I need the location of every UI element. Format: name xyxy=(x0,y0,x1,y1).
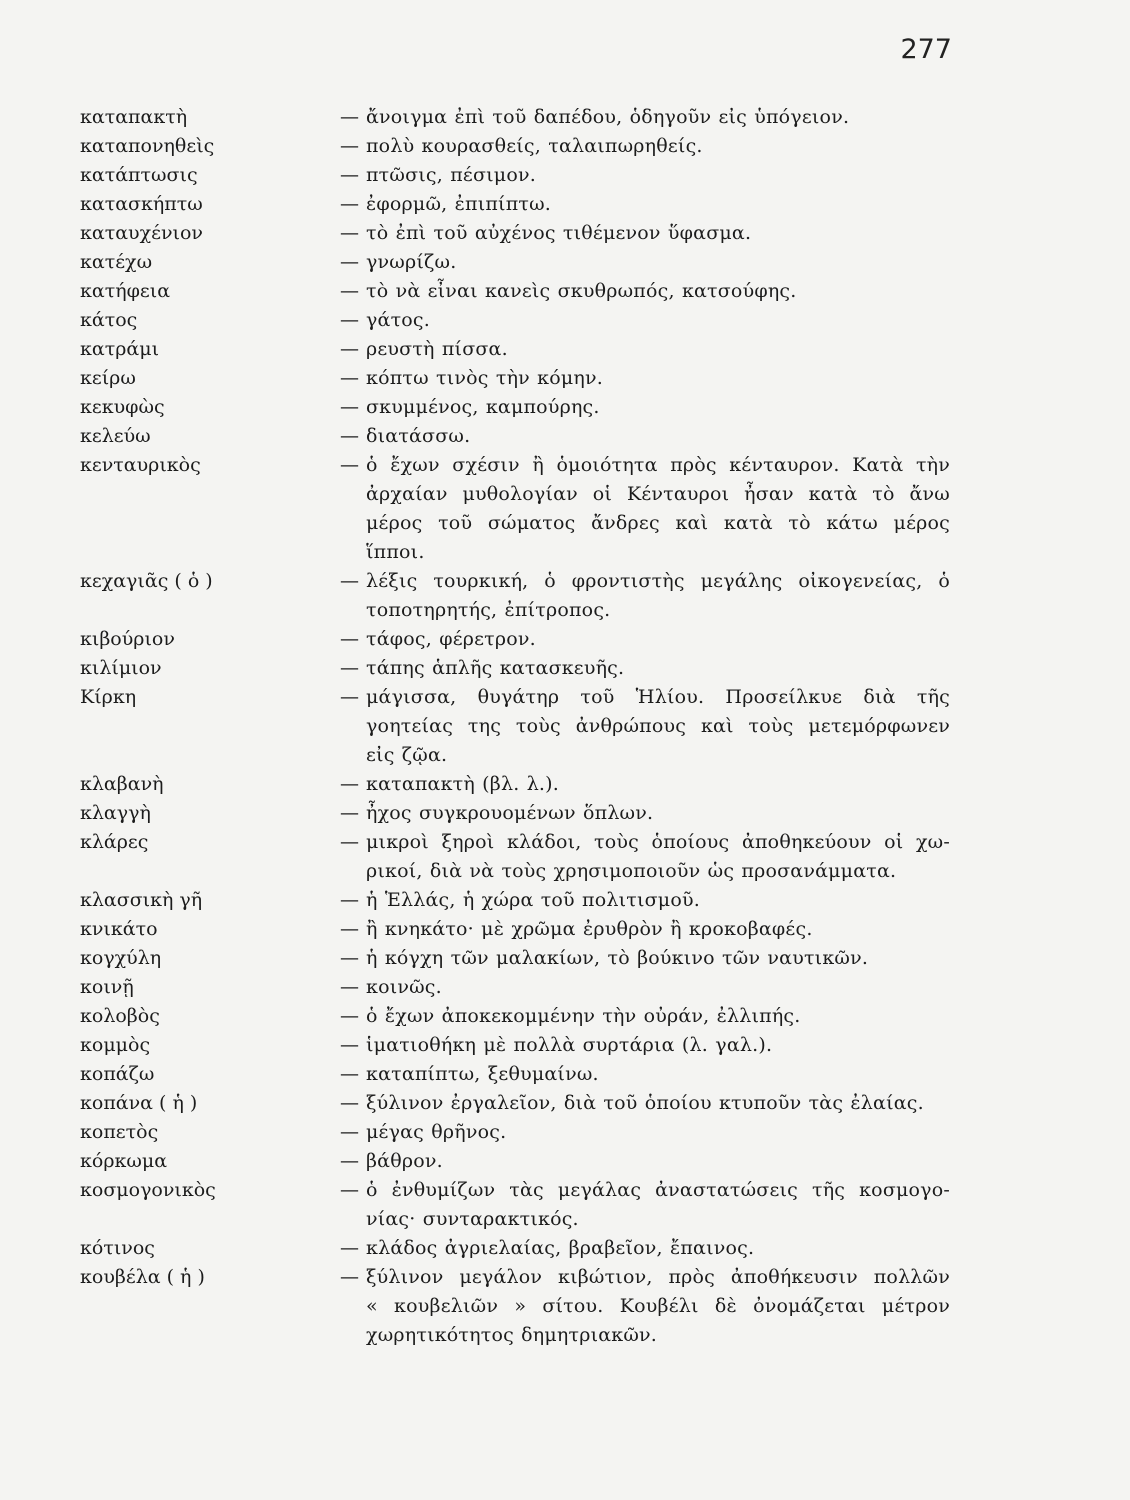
entry-dash: — xyxy=(340,570,359,592)
definition-line: διατάσσω. xyxy=(366,425,471,447)
entry-term: κουβέλα ( ἡ ) xyxy=(80,1266,205,1288)
glossary-entry xyxy=(0,1234,1130,1263)
definition-line: νίας· συνταρακτικός. xyxy=(366,1208,579,1230)
definition-line: ἀρχαίαν μυθολογίαν οἱ Κένταυροι ἦσαν κατὰ τὸ ἄνω xyxy=(366,483,950,505)
glossary-entry xyxy=(0,1031,1130,1060)
entry-definition xyxy=(366,1118,950,1147)
entry-term: κότινος xyxy=(80,1237,155,1259)
definition-line: μέγας θρῆνος. xyxy=(366,1121,507,1143)
entry-definition xyxy=(366,567,950,625)
definition-line: πολὺ κουρασθείς, ταλαιπωρηθείς. xyxy=(366,135,703,157)
definition-line: τοποτηρητής, ἐπίτροπος. xyxy=(366,599,611,621)
definition-line: καταπακτὴ (βλ. λ.). xyxy=(366,773,560,795)
entry-dash: — xyxy=(340,164,359,186)
entry-definition xyxy=(366,799,950,828)
entry-term: κλάρες xyxy=(80,831,149,853)
entry-dash: — xyxy=(340,193,359,215)
definition-line: ξύλινον μεγάλον κιβώτιον, πρὸς ἀποθήκευσιν πολλῶν xyxy=(366,1266,950,1288)
entry-definition xyxy=(366,219,950,248)
entry-term: κατάπτωσις xyxy=(80,164,198,186)
entry-dash: — xyxy=(340,280,359,302)
definition-line: κλάδος ἀγριελαίας, βραβεῖον, ἔπαινος. xyxy=(366,1237,755,1259)
entry-definition xyxy=(366,1060,950,1089)
definition-line: εἰς ζῷα. xyxy=(366,744,448,766)
glossary-entry xyxy=(0,451,1130,567)
glossary-entry xyxy=(0,1060,1130,1089)
entry-definition xyxy=(366,770,950,799)
entry-dash: — xyxy=(340,1063,359,1085)
entry-dash: — xyxy=(340,1092,359,1114)
definition-line: γάτος. xyxy=(366,309,431,331)
glossary-entry xyxy=(0,915,1130,944)
glossary-entry xyxy=(0,103,1130,132)
entry-dash: — xyxy=(340,338,359,360)
entry-definition xyxy=(366,451,950,567)
definition-line: γνωρίζω. xyxy=(366,251,457,273)
entry-definition xyxy=(366,1002,950,1031)
entry-definition xyxy=(366,1147,950,1176)
entry-term: Κίρκη xyxy=(80,686,137,708)
entry-definition xyxy=(366,1176,950,1234)
entry-dash: — xyxy=(340,367,359,389)
entry-term: κοινῇ xyxy=(80,976,134,998)
glossary-entry xyxy=(0,770,1130,799)
definition-line: ἡ Ἑλλάς, ἡ χώρα τοῦ πολιτισμοῦ. xyxy=(366,889,700,911)
entry-term: κατράμι xyxy=(80,338,160,360)
definition-line: ὁ ἔχων σχέσιν ἢ ὁμοιότητα πρὸς κένταυρον. Κατὰ τὴν xyxy=(366,454,950,476)
glossary-entry xyxy=(0,393,1130,422)
definition-line: ὁ ἔχων ἀποκεκομμένην τὴν οὐράν, ἐλλιπής. xyxy=(366,1005,801,1027)
definition-line: ἡ κόγχη τῶν μαλακίων, τὸ βούκινο τῶν ναυτικῶν. xyxy=(366,947,869,969)
entry-term: κοπετὸς xyxy=(80,1121,159,1143)
entry-dash: — xyxy=(340,251,359,273)
glossary-entry xyxy=(0,625,1130,654)
definition-line: χωρητικότητος δημητριακῶν. xyxy=(366,1324,658,1346)
entry-dash: — xyxy=(340,773,359,795)
definition-line: κοινῶς. xyxy=(366,976,442,998)
glossary-entry xyxy=(0,944,1130,973)
definition-line: γοητείας της τοὺς ἀνθρώπους καὶ τοὺς μετεμόρφωνεν xyxy=(366,715,950,737)
glossary-entry xyxy=(0,248,1130,277)
glossary-entry xyxy=(0,306,1130,335)
definition-line: ἄνοιγμα ἐπὶ τοῦ δαπέδου, ὁδηγοῦν εἰς ὑπόγειον. xyxy=(366,106,850,128)
definition-line: λέξις τουρκική, ὁ φροντιστὴς μεγάλης οἰκογενείας, ὁ xyxy=(366,570,950,592)
entry-term: κείρω xyxy=(80,367,136,389)
glossary-entry xyxy=(0,277,1130,306)
entry-definition xyxy=(366,1031,950,1060)
definition-line: πτῶσις, πέσιμον. xyxy=(366,164,536,186)
glossary-entry xyxy=(0,190,1130,219)
entry-term: κελεύω xyxy=(80,425,151,447)
entry-dash: — xyxy=(340,686,359,708)
glossary-entry xyxy=(0,1147,1130,1176)
entry-dash: — xyxy=(340,135,359,157)
entry-dash: — xyxy=(340,976,359,998)
entry-dash: — xyxy=(340,1266,359,1288)
entry-dash: — xyxy=(340,396,359,418)
entry-dash: — xyxy=(340,802,359,824)
definition-line: τὸ ἐπὶ τοῦ αὐχένος τιθέμενον ὕφασμα. xyxy=(366,222,752,244)
entry-dash: — xyxy=(340,628,359,650)
entry-dash: — xyxy=(340,1121,359,1143)
entry-dash: — xyxy=(340,106,359,128)
definition-line: ἢ κνηκάτο· μὲ χρῶμα ἐρυθρὸν ἢ κροκοβαφές. xyxy=(366,918,813,940)
entry-definition xyxy=(366,1263,950,1350)
entry-term: κνικάτο xyxy=(80,918,158,940)
page-number: 277 xyxy=(900,34,952,65)
entry-definition xyxy=(366,828,950,886)
glossary-entry xyxy=(0,132,1130,161)
entry-term: κογχύλη xyxy=(80,947,162,969)
entry-dash: — xyxy=(340,1237,359,1259)
glossary-entry xyxy=(0,161,1130,190)
entry-term: κεχαγιᾶς ( ὁ ) xyxy=(80,570,213,592)
definition-line: ἱματιοθήκη μὲ πολλὰ συρτάρια (λ. γαλ.). xyxy=(366,1034,773,1056)
entry-definition xyxy=(366,248,950,277)
entry-definition xyxy=(366,886,950,915)
entry-definition xyxy=(366,306,950,335)
entry-term: κολοβὸς xyxy=(80,1005,160,1027)
definition-line: κόπτω τινὸς τὴν κόμην. xyxy=(366,367,603,389)
entry-term: κομμὸς xyxy=(80,1034,151,1056)
entry-dash: — xyxy=(340,1005,359,1027)
entry-definition xyxy=(366,393,950,422)
definition-line: ὁ ἐνθυμίζων τὰς μεγάλας ἀναστατώσεις τῆς κοσμογο- xyxy=(366,1179,950,1201)
entry-term: κεκυφὼς xyxy=(80,396,165,418)
definition-line: τάφος, φέρετρον. xyxy=(366,628,536,650)
definition-line: σκυμμένος, καμπούρης. xyxy=(366,396,600,418)
entry-term: κοπάνα ( ἡ ) xyxy=(80,1092,198,1114)
glossary-entry xyxy=(0,335,1130,364)
entry-definition xyxy=(366,654,950,683)
definition-line: μικροὶ ξηροὶ κλάδοι, τοὺς ὁποίους ἀποθηκεύουν οἱ χω- xyxy=(366,831,950,853)
glossary-entry xyxy=(0,799,1130,828)
definition-line: ρευστὴ πίσσα. xyxy=(366,338,508,360)
definition-line: βάθρον. xyxy=(366,1150,443,1172)
entry-dash: — xyxy=(340,1179,359,1201)
entry-term: κόρκωμα xyxy=(80,1150,168,1172)
glossary-entry xyxy=(0,422,1130,451)
glossary-entry xyxy=(0,1002,1130,1031)
entry-definition xyxy=(366,103,950,132)
glossary-entry xyxy=(0,364,1130,393)
entry-definition xyxy=(366,915,950,944)
glossary-entry xyxy=(0,654,1130,683)
entry-term: κοσμογονικὸς xyxy=(80,1179,216,1201)
entry-definition xyxy=(366,132,950,161)
entry-term: κλαγγὴ xyxy=(80,802,151,824)
definition-line: καταπίπτω, ξεθυμαίνω. xyxy=(366,1063,599,1085)
entry-dash: — xyxy=(340,947,359,969)
entry-definition xyxy=(366,422,950,451)
entry-definition xyxy=(366,625,950,654)
entry-term: κοπάζω xyxy=(80,1063,155,1085)
glossary-entry xyxy=(0,973,1130,1002)
definition-line: ἵπποι. xyxy=(366,541,425,563)
entry-definition xyxy=(366,335,950,364)
glossary-entry xyxy=(0,828,1130,886)
definition-line: ρικοί, διὰ νὰ τοὺς χρησιμοποιοῦν ὡς προσανάμματα. xyxy=(366,860,897,882)
entry-definition xyxy=(366,683,950,770)
definition-line: τάπης ἁπλῆς κατασκευῆς. xyxy=(366,657,625,679)
entry-definition xyxy=(366,944,950,973)
glossary-entry xyxy=(0,219,1130,248)
glossary-list xyxy=(0,103,1130,1350)
entry-definition xyxy=(366,364,950,393)
entry-definition xyxy=(366,190,950,219)
entry-dash: — xyxy=(340,889,359,911)
entry-term: κιβούριον xyxy=(80,628,175,650)
definition-line: μέρος τοῦ σώματος ἄνδρες καὶ κατὰ τὸ κάτω μέρος xyxy=(366,512,950,534)
glossary-entry xyxy=(0,1176,1130,1234)
definition-line: ἐφορμῶ, ἐπιπίπτω. xyxy=(366,193,552,215)
glossary-entry xyxy=(0,1118,1130,1147)
entry-definition xyxy=(366,973,950,1002)
entry-term: καταπονηθεὶς xyxy=(80,135,215,157)
definition-line: τὸ νὰ εἶναι κανεὶς σκυθρωπός, κατσούφης. xyxy=(366,280,797,302)
entry-term: κενταυρικὸς xyxy=(80,454,201,476)
entry-term: κατέχω xyxy=(80,251,153,273)
glossary-entry xyxy=(0,886,1130,915)
definition-line: ξύλινον ἐργαλεῖον, διὰ τοῦ ὁποίου κτυποῦν τὰς ἐλαίας. xyxy=(366,1092,924,1114)
entry-term: κλαβανὴ xyxy=(80,773,164,795)
entry-term: καταπακτὴ xyxy=(80,106,188,128)
entry-dash: — xyxy=(340,1034,359,1056)
glossary-entry xyxy=(0,1263,1130,1350)
definition-line: « κουβελιῶν » σίτου. Κουβέλι δὲ ὀνομάζεται μέτρον xyxy=(366,1295,950,1317)
entry-dash: — xyxy=(340,454,359,476)
entry-term: κάτος xyxy=(80,309,138,331)
entry-dash: — xyxy=(340,1150,359,1172)
definition-line: μάγισσα, θυγάτηρ τοῦ Ἡλίου. Προσείλκυε διὰ τῆς xyxy=(366,686,950,708)
entry-dash: — xyxy=(340,425,359,447)
entry-term: καταυχένιον xyxy=(80,222,203,244)
glossary-entry xyxy=(0,683,1130,770)
definition-line: ἦχος συγκρουομένων ὅπλων. xyxy=(366,802,654,824)
glossary-entry xyxy=(0,1089,1130,1118)
entry-definition xyxy=(366,277,950,306)
entry-definition xyxy=(366,1234,950,1263)
entry-dash: — xyxy=(340,309,359,331)
entry-dash: — xyxy=(340,222,359,244)
glossary-entry xyxy=(0,567,1130,625)
entry-definition xyxy=(366,161,950,190)
entry-dash: — xyxy=(340,918,359,940)
entry-term: κιλίμιον xyxy=(80,657,162,679)
entry-definition xyxy=(366,1089,950,1118)
entry-term: κατήφεια xyxy=(80,280,171,302)
entry-term: κλασσικὴ γῆ xyxy=(80,889,203,911)
entry-dash: — xyxy=(340,657,359,679)
entry-term: κατασκήπτω xyxy=(80,193,203,215)
entry-dash: — xyxy=(340,831,359,853)
